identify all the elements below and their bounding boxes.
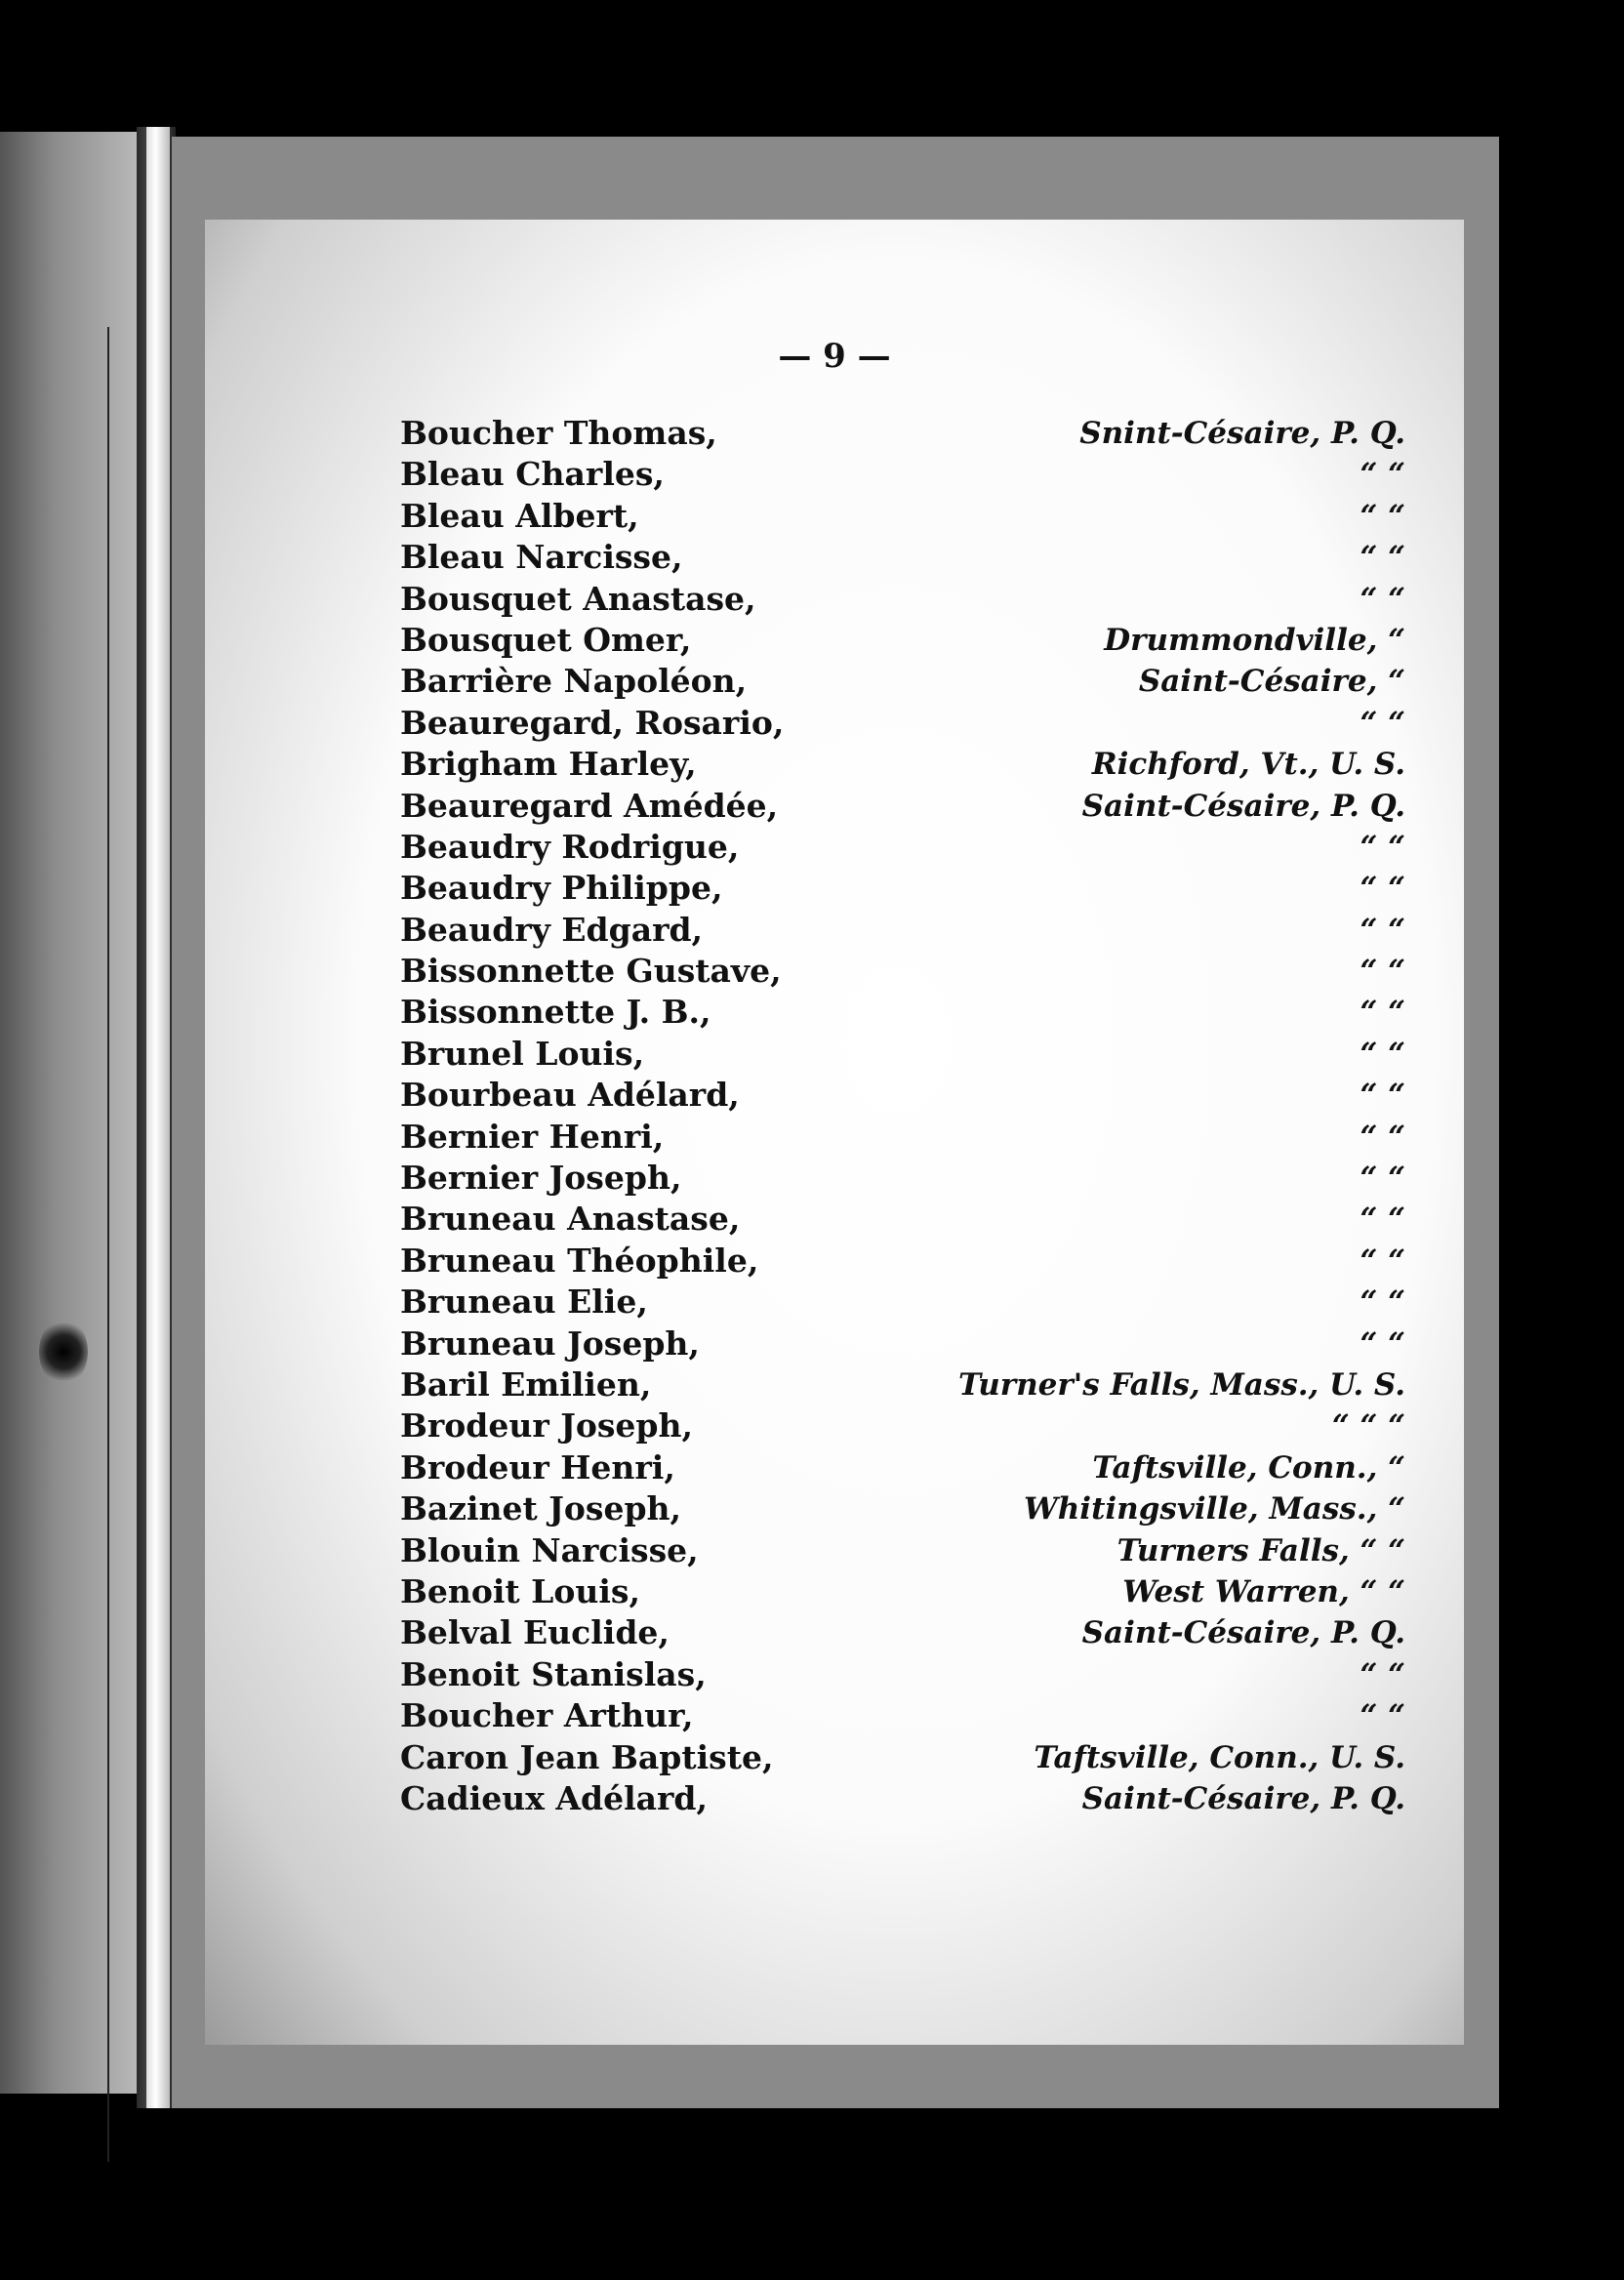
person-name: Bourbeau Adélard, bbox=[400, 1076, 740, 1115]
person-place: Snint-Césaire, P. Q. bbox=[1079, 416, 1405, 451]
person-name: Brodeur Joseph, bbox=[400, 1406, 693, 1445]
person-place: West Warren, “ “ bbox=[1122, 1573, 1405, 1609]
person-place: Richford, Vt., U. S. bbox=[1091, 747, 1405, 783]
person-name: Brunel Louis, bbox=[400, 1034, 645, 1073]
person-name: Bruneau Anastase, bbox=[400, 1200, 741, 1239]
person-name: Brigham Harley, bbox=[400, 745, 697, 784]
person-name: Benoit Stanislas, bbox=[400, 1654, 707, 1693]
list-item bbox=[205, 1075, 1464, 1116]
person-place: “ “ bbox=[1360, 457, 1405, 493]
person-place: Saint-Césaire, P. Q. bbox=[1081, 788, 1405, 824]
list-item bbox=[205, 786, 1464, 827]
list-item bbox=[205, 951, 1464, 992]
person-place: “ “ bbox=[1360, 1242, 1405, 1279]
person-name: Benoit Louis, bbox=[400, 1571, 640, 1610]
list-item bbox=[205, 1530, 1464, 1571]
person-place: “ “ bbox=[1360, 1698, 1405, 1734]
list-item bbox=[205, 1654, 1464, 1695]
person-place: Whitingsville, Mass., “ bbox=[1023, 1491, 1405, 1527]
person-name: Belval Euclide, bbox=[400, 1613, 670, 1652]
person-name: Bruneau Elie, bbox=[400, 1282, 648, 1322]
list-item bbox=[205, 454, 1464, 495]
person-place: “ “ bbox=[1360, 498, 1405, 534]
list-item bbox=[205, 1199, 1464, 1240]
list-item bbox=[205, 992, 1464, 1033]
person-name: Boucher Arthur, bbox=[400, 1696, 694, 1735]
list-item bbox=[205, 413, 1464, 454]
person-name: Bissonnette Gustave, bbox=[400, 952, 782, 991]
list-item bbox=[205, 1778, 1464, 1819]
person-name: Beaudry Rodrigue, bbox=[400, 827, 740, 866]
person-place: “ “ “ bbox=[1331, 1408, 1405, 1445]
person-name: Barrière Napoléon, bbox=[400, 662, 748, 701]
person-place: “ “ bbox=[1360, 912, 1405, 948]
person-place: “ “ bbox=[1360, 1325, 1405, 1362]
person-name: Beaudry Philippe, bbox=[400, 869, 723, 908]
person-name: Bruneau Théophile, bbox=[400, 1241, 759, 1280]
person-place: “ “ bbox=[1360, 1036, 1405, 1072]
person-name: Brodeur Henri, bbox=[400, 1447, 675, 1486]
person-name: Bousquet Omer, bbox=[400, 620, 692, 659]
list-item bbox=[205, 620, 1464, 661]
list-item bbox=[205, 496, 1464, 537]
person-name: Bazinet Joseph, bbox=[400, 1489, 682, 1528]
person-name: Bousquet Anastase, bbox=[400, 579, 756, 618]
person-place: “ “ bbox=[1360, 995, 1405, 1031]
list-item bbox=[205, 1364, 1464, 1405]
person-place: “ “ bbox=[1360, 1284, 1405, 1321]
person-name: Beauregard Amédée, bbox=[400, 786, 779, 825]
person-place: “ “ bbox=[1360, 1160, 1405, 1197]
person-place: Saint-Césaire, P. Q. bbox=[1081, 1780, 1405, 1816]
list-item bbox=[205, 827, 1464, 868]
list-item bbox=[205, 579, 1464, 620]
person-name: Bernier Henri, bbox=[400, 1117, 665, 1156]
list-item bbox=[205, 661, 1464, 702]
list-item bbox=[205, 537, 1464, 578]
person-name: Bissonnette J. B., bbox=[400, 993, 711, 1032]
person-name: Bleau Albert, bbox=[400, 496, 639, 535]
ink-blot bbox=[39, 1318, 88, 1386]
person-place: “ “ bbox=[1360, 1656, 1405, 1692]
person-place: “ “ bbox=[1360, 1119, 1405, 1155]
list-item bbox=[205, 744, 1464, 785]
list-item bbox=[205, 1158, 1464, 1199]
list-item bbox=[205, 1571, 1464, 1612]
list-item bbox=[205, 1034, 1464, 1075]
person-place: “ “ bbox=[1360, 871, 1405, 907]
facing-page-text-edge bbox=[59, 327, 109, 2162]
person-place: Turners Falls, “ “ bbox=[1116, 1532, 1405, 1568]
person-name: Beaudry Edgard, bbox=[400, 910, 704, 949]
person-place: “ “ bbox=[1360, 540, 1405, 576]
person-name: Beauregard, Rosario, bbox=[400, 703, 785, 742]
person-name: Caron Jean Baptiste, bbox=[400, 1737, 774, 1776]
list-item bbox=[205, 868, 1464, 909]
book-spine bbox=[146, 127, 170, 2108]
person-place: Taftsville, Conn., “ bbox=[1092, 1449, 1405, 1486]
list-item bbox=[205, 703, 1464, 744]
list-item bbox=[205, 1282, 1464, 1323]
list-item bbox=[205, 1737, 1464, 1778]
person-place: “ “ bbox=[1360, 829, 1405, 865]
list-item bbox=[205, 1488, 1464, 1529]
list-item bbox=[205, 1405, 1464, 1446]
person-place: Turner's Falls, Mass., U. S. bbox=[958, 1366, 1405, 1403]
person-name: Boucher Thomas, bbox=[400, 414, 717, 452]
list-item bbox=[205, 1612, 1464, 1653]
person-name: Bleau Narcisse, bbox=[400, 538, 683, 577]
list-item bbox=[205, 1447, 1464, 1488]
facing-page-edge bbox=[0, 132, 137, 2094]
person-place: “ “ bbox=[1360, 705, 1405, 741]
page-number: — 9 — bbox=[778, 337, 891, 376]
person-place: “ “ bbox=[1360, 1078, 1405, 1114]
list-item bbox=[205, 1695, 1464, 1736]
name-list bbox=[205, 413, 1464, 1819]
person-name: Bruneau Joseph, bbox=[400, 1323, 700, 1363]
person-name: Bernier Joseph, bbox=[400, 1159, 682, 1198]
document-page bbox=[205, 220, 1464, 2045]
person-name: Bleau Charles, bbox=[400, 455, 665, 494]
person-place: “ “ bbox=[1360, 1201, 1405, 1238]
person-place: Drummondville, “ bbox=[1104, 622, 1405, 658]
person-place: Saint-Césaire, “ bbox=[1138, 664, 1405, 700]
person-place: Saint-Césaire, P. Q. bbox=[1081, 1615, 1405, 1651]
person-place: “ “ bbox=[1360, 581, 1405, 617]
person-place: “ “ bbox=[1360, 954, 1405, 990]
list-item bbox=[205, 1241, 1464, 1282]
list-item bbox=[205, 1323, 1464, 1364]
person-name: Baril Emilien, bbox=[400, 1364, 652, 1404]
person-name: Cadieux Adélard, bbox=[400, 1778, 708, 1817]
list-item bbox=[205, 910, 1464, 951]
list-item bbox=[205, 1117, 1464, 1158]
person-place: Taftsville, Conn., U. S. bbox=[1034, 1739, 1405, 1775]
person-name: Blouin Narcisse, bbox=[400, 1530, 699, 1569]
